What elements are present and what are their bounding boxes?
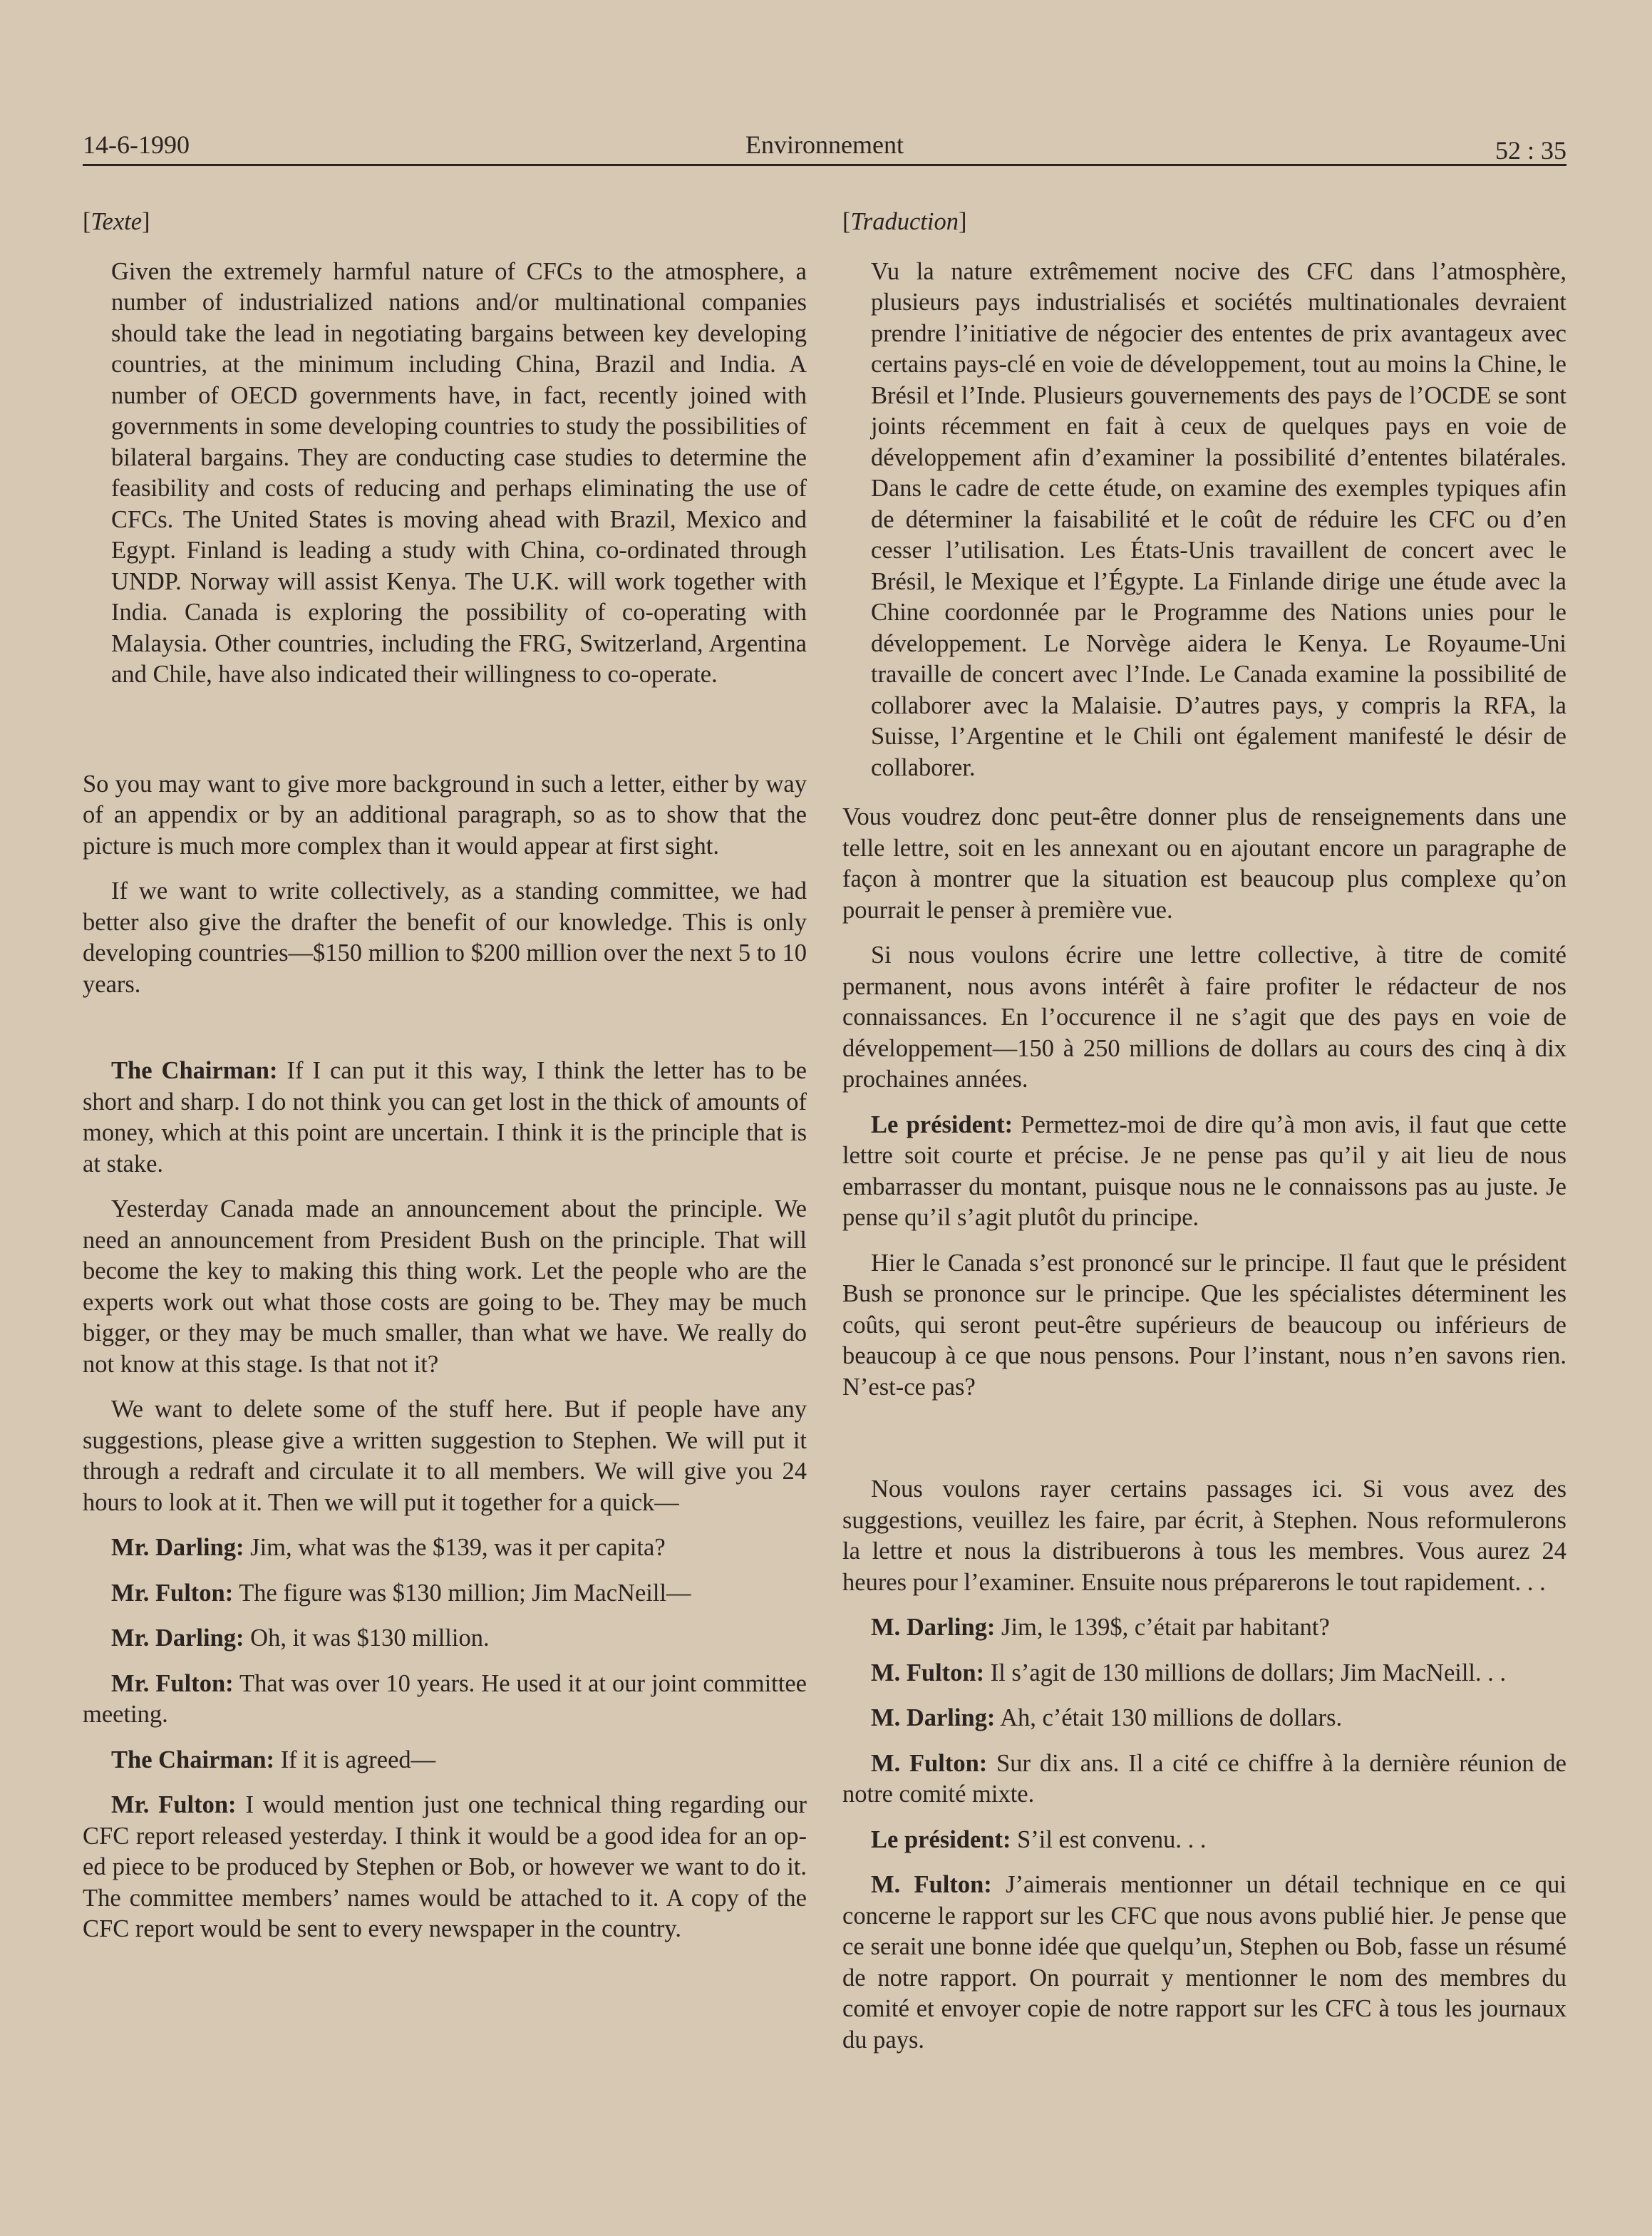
speaker-name: Mr. Darling:: [111, 1534, 244, 1561]
speaker-name: M. Darling:: [871, 1704, 996, 1731]
speech-paragraph: Mr. Darling: Oh, it was $130 million.: [111, 1624, 490, 1652]
speaker-name: Mr. Fulton:: [111, 1579, 234, 1607]
speaker-name: The Chairman:: [111, 1746, 275, 1773]
section-tag: [Traduction]: [842, 208, 967, 235]
speaker-name: M. Darling:: [871, 1614, 996, 1641]
header-page-number: 52 : 35: [1494, 136, 1566, 165]
quoted-passage: Vu la nature extrêmement nocive des CFC dans l’atmosphère, plusieurs pays industrialisés et sociétés multinationales devraient prendre l’initiative de négocier des ententes de prix avantageux avec certains pays-clé en voie de développement, tout au moins la Chine, le Brésil et l’Inde. Plusieurs gouvernements des pays de l’OCDE se sont joints récemment en fait à ceux de quelques pays en voie de développement afin d’examiner la possibilité d’ententes bilatérales. Dans le cadre de cette étude, on examine des exemples typiques afin de déterminer la faisabilité et le coût de réduire les CFC ou d’en cesser l’utilisation. Les États-Unis travaillent de concert avec le Brésil, le Mexique et l’Égypte. La Finlande dirige une étude avec la Chine coordonnée par le Programme des Nations unies pour le développement. Le Norvège aidera le Kenya. Le Royaume-Uni travaille de concert avec l’Inde. Le Canada examine la possibilité de collaborer avec la Malaisie. D’autres pays, y compris la RFA, la Suisse, l’Argentine et le Chili ont également manifesté le désir de collaborer.: [871, 257, 1566, 781]
speaker-name: Le président:: [871, 1111, 1013, 1138]
speech-paragraph: Le président: S’il est convenu. . .: [871, 1825, 1207, 1853]
paragraph: So you may want to give more background in such a letter, either by way of an appendix or by an additional paragraph, so as to show that the picture is much more complex than it would appear at first sight.: [83, 770, 807, 860]
paragraph: Hier le Canada s’est prononcé sur le principe. Il faut que le président Bush se prononce sur le principe. Que les spécialistes déterminent les coûts, qui seront peut-être supérieurs de beaucoup ou inférieurs de beaucoup à ce que nous pensons. Pour l’instant, nous n’en savons rien. N’est-ce pas?: [842, 1249, 1566, 1401]
paragraph: Si nous voulons écrire une lettre collective, à titre de comité permanent, nous avons intérêt à faire profiter le rédacteur de nos connaissances. En l’occurence il ne s’agit que des pays en voie de développement—150 à 250 millions de dollars au cours des cinq à dix prochaines années.: [842, 942, 1566, 1093]
page-header: [83, 120, 1566, 166]
speech-paragraph: The Chairman: If I can put it this way, I think the letter has to be short and sharp. I do not think you can get lost in the thick of amounts of money, which at this point are uncertain. I think it is the principle that is at stake.: [83, 1057, 807, 1178]
speaker-name: Mr. Fulton:: [111, 1791, 237, 1818]
header-title: Environnement: [745, 130, 904, 159]
speaker-name: Le président:: [871, 1825, 1011, 1853]
quoted-passage: Given the extremely harmful nature of CFCs to the atmosphere, a number of industrialized nations and/or multinational companies should take the lead in negotiating bargains between key developing countries, at the minimum including China, Brazil and India. A number of OECD governments have, in fact, recently joined with governments in some developing countries to study the possibilities of bilateral bargains. They are conducting case studies to determine the feasibility and costs of reducing and perhaps eliminating the use of CFCs. The United States is moving ahead with Brazil, Mexico and Egypt. Finland is leading a study with China, co-ordinated through UNDP. Norway will assist Kenya. The U.K. will work together with India. Canada is exploring the possibility of co-operating with Malaysia. Other countries, including the FRG, Switzerland, Argentina and Chile, have also indicated their willingness to co-operate.: [111, 257, 807, 688]
paragraph: Vous voudrez donc peut-être donner plus de renseignements dans une telle lettre, soit en les annexant ou en ajoutant encore un paragraphe de façon à montrer que la situation est beaucoup plus complexe qu’on pourrait le penser à première vue.: [842, 803, 1566, 924]
speaker-name: Mr. Darling:: [111, 1624, 244, 1652]
speaker-name: M. Fulton:: [871, 1659, 985, 1686]
speech-paragraph: M. Darling: Ah, c’était 130 millions de dollars.: [871, 1704, 1343, 1731]
speech-paragraph: M. Fulton: Sur dix ans. Il a cité ce chiffre à la dernière réunion de notre comité mixte.: [842, 1749, 1566, 1808]
speech-paragraph: M. Fulton: J’aimerais mentionner un détail technique en ce qui concerne le rapport sur les CFC que nous avons publié hier. Je pense que ce serait une bonne idée que quelqu’un, Stephen ou Bob, fasse un résumé de notre rapport. On pourrait y mentionner le nom des membres du comité et envoyer copie de notre rapport sur les CFC à tous les journaux du pays.: [842, 1871, 1566, 2054]
paragraph: Yesterday Canada made an announcement about the principle. We need an announcement from President Bush on the principle. That will become the key to making this thing work. Let the people who are the experts work out what those costs are going to be. They may be much bigger, or they may be much smaller, than what we have. We really do not know at this stage. Is that not it?: [83, 1195, 807, 1378]
paragraph: We want to delete some of the stuff here. But if people have any suggestions, please give a written suggestion to Stephen. We will put it through a redraft and circulate it to all members. We will give you 24 hours to look at it. Then we will put it together for a quick—: [83, 1396, 807, 1516]
speech-paragraph: Mr. Fulton: That was over 10 years. He used it at our joint committee meeting.: [83, 1669, 807, 1728]
speech-paragraph: M. Darling: Jim, le 139$, c’était par habitant?: [871, 1614, 1330, 1641]
speaker-name: The Chairman:: [111, 1057, 278, 1084]
speech-paragraph: Le président: Permettez-moi de dire qu’à mon avis, il faut que cette lettre soit courte et précise. Je ne pense pas qu’il y ait lieu de nous embarrasser du montant, puisque nous ne le connaissons pas au juste. Je pense qu’il s’agit plutôt du principe.: [842, 1111, 1566, 1231]
english-column: [83, 207, 807, 1945]
paragraph: Nous voulons rayer certains passages ici. Si vous avez des suggestions, veuillez les faire, par écrit, à Stephen. Nous reformulerons la lettre et nous la distribuerons à tous les membres. Vous aurez 24 heures pour l’examiner. Ensuite nous préparerons le tout rapidement. . .: [842, 1475, 1566, 1596]
speech-paragraph: M. Fulton: Il s’agit de 130 millions de dollars; Jim MacNeill. . .: [871, 1659, 1507, 1686]
paragraph: If we want to write collectively, as a standing committee, we had better also give the drafter the benefit of our knowledge. This is only developing countries—$150 million to $200 million over the next 5 to 10 years.: [83, 877, 807, 998]
french-column: [842, 207, 1566, 2056]
header-date: 14-6-1990: [83, 130, 190, 159]
section-tag: [Texte]: [83, 208, 150, 235]
speaker-name: Mr. Fulton:: [111, 1669, 234, 1697]
speaker-name: M. Fulton:: [871, 1749, 988, 1777]
speech-paragraph: Mr. Fulton: The figure was $130 million; Jim MacNeill—: [111, 1579, 691, 1607]
speaker-name: M. Fulton:: [871, 1871, 992, 1898]
speech-paragraph: Mr. Darling: Jim, what was the $139, was it per capita?: [111, 1534, 666, 1561]
speech-paragraph: Mr. Fulton: I would mention just one technical thing regarding our CFC report released yesterday. I think it would be a good idea for an op-ed piece to be produced by Stephen or Bob, or however we want to do it. The committee members’ names would be attached to it. A copy of the CFC report would be sent to every newspaper in the country.: [83, 1791, 807, 1942]
speech-paragraph: The Chairman: If it is agreed—: [111, 1746, 436, 1773]
